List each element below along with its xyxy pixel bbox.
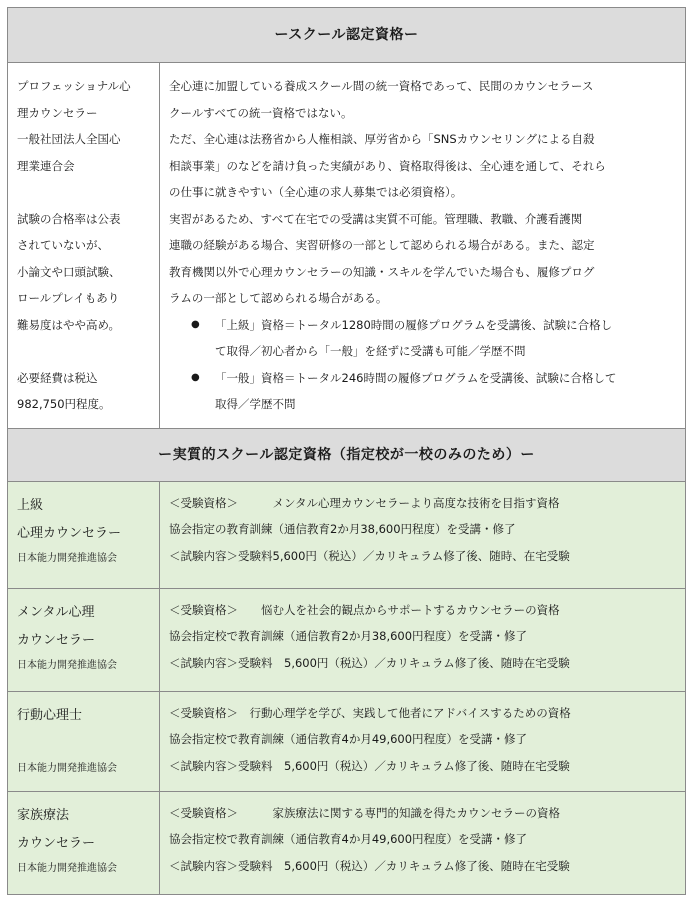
eligibility-line: ＜受験資格＞ 家族療法に関する専門的知識を得たカウンセラーの資格 (169, 805, 560, 820)
section1-body-row (8, 63, 686, 429)
section1-right-cell (160, 63, 686, 429)
qualification-name-line: プロフェッショナル心 (17, 79, 131, 93)
difficulty-line: されていないが、 (17, 238, 109, 252)
organization-name: 日本能力開発推進協会 (17, 762, 117, 774)
qualification-name: 行動心理士 (17, 707, 83, 723)
description-line: の仕事に就きやすい（全心連の求人募集では必須資格）。 (169, 185, 463, 199)
organization-line: 一般社団法人全国心 (17, 132, 121, 146)
section2-title: ー実質的スクール認定資格（指定校が一校のみのため）ー (158, 446, 535, 463)
training-line: 協会指定校で教育訓練（通信教育4か月49,600円程度）を受講・修了 (169, 832, 528, 846)
qualification-bullet-list (169, 312, 675, 418)
exam-line: ＜試験内容＞受験料 5,600円（税込）／カリキュラム修了後、随時在宅受験 (169, 655, 570, 670)
section1-title: ースクール認定資格ー (274, 27, 419, 43)
qualification-name: カウンセラー (17, 632, 96, 648)
bullet-item (191, 312, 675, 365)
description-line: 教育機関以外で心理カウンセラーの知識・スキルを学んでいた場合も、履修プログ (169, 264, 595, 279)
section2-header (8, 428, 686, 481)
qualification-row (8, 791, 686, 894)
bullet-dot-icon: ● (191, 371, 200, 383)
section1-header-row (8, 8, 686, 63)
qualification-name: カウンセラー (17, 835, 96, 851)
organization-name: 日本能力開発推進協会 (17, 659, 117, 671)
training-line: 協会指定の教育訓練（通信教育2か月38,600円程度）を受講・修了 (169, 522, 516, 536)
eligibility-line: ＜受験資格＞ メンタル心理カウンセラーより高度な技術を目指す資格 (169, 495, 560, 510)
description-line: 全心連に加盟している養成スクール間の統一資格であって、民間のカウンセラース (169, 79, 594, 93)
bullet-dot-icon: ● (191, 318, 200, 330)
qualification-name: メンタル心理 (17, 604, 95, 620)
bullet-line: て取得／初心者から「一般」を経ずに受講も可能／学歴不問 (215, 344, 526, 358)
exam-line: ＜試験内容＞受験料5,600円（税込）／カリキュラム修了後、随時、在宅受験 (169, 548, 570, 563)
qualification-detail-cell (160, 481, 686, 588)
qualification-name-cell (8, 481, 160, 588)
eligibility-line: ＜受験資格＞ 行動心理学を学び、実践して他者にアドバイスするための資格 (169, 705, 571, 720)
qualification-name: 心理カウンセラー (17, 525, 122, 541)
bullet-line: 取得／学歴不問 (215, 397, 296, 411)
description-line: 相談事業」のなどを請け負った実績があり、資格取得後は、全心連を通して、それら (169, 158, 606, 173)
section1-left-cell (8, 63, 160, 429)
organization-name: 日本能力開発推進協会 (17, 552, 117, 564)
training-line: 協会指定校で教育訓練（通信教育2か月38,600円程度）を受講・修了 (169, 629, 528, 643)
training-line: 協会指定校で教育訓練（通信教育4か月49,600円程度）を受講・修了 (169, 732, 528, 746)
qualification-row (8, 481, 686, 588)
difficulty-line: 難易度はやや高め。 (17, 317, 121, 332)
qualification-row (8, 691, 686, 791)
qualification-detail-cell (160, 691, 686, 791)
section2-header-row (8, 428, 686, 481)
bullet-line: 「一般」資格＝トータル246時間の履修プログラムを受講後、試験に合格して (215, 370, 617, 385)
cost-line: 必要経費は税込 (17, 370, 98, 385)
description-line: クールすべての統一資格ではない。 (169, 105, 353, 120)
qualification-name: 家族療法 (17, 807, 70, 823)
qualification-name-cell (8, 588, 160, 691)
difficulty-line: 試験の合格率は公表 (17, 211, 121, 226)
section1-header (8, 8, 686, 63)
qualification-table (7, 7, 686, 895)
exam-line: ＜試験内容＞受験料 5,600円（税込）／カリキュラム修了後、随時在宅受験 (169, 758, 570, 773)
description-line: 実習があるため、すべて在宅での受講は実質不可能。管理職、教職、介護看護関 (169, 211, 583, 226)
description-line: ラムの一部として認められる場合がある。 (169, 291, 388, 305)
document-page (7, 7, 685, 895)
qualification-row (8, 588, 686, 691)
description-line: ただ、全心連は法務省から人権相談、厚労省から「SNSカウンセリングによる自殺 (169, 132, 595, 146)
qualification-name-cell (8, 791, 160, 894)
qualification-name-cell (8, 691, 160, 791)
difficulty-line: 小論文や口頭試験、 (17, 264, 121, 279)
qualification-detail-cell (160, 588, 686, 691)
description-line: 連職の経験がある場合、実習研修の一部として認められる場合がある。また、認定 (169, 238, 595, 252)
bullet-item (191, 365, 675, 418)
qualification-name: 上級 (17, 497, 44, 513)
organization-line: 理業連合会 (17, 158, 75, 173)
qualification-name-line: 理カウンセラー (17, 105, 98, 120)
cost-line: 982,750円程度。 (17, 397, 111, 411)
difficulty-line: ロールプレイもあり (17, 291, 120, 305)
exam-line: ＜試験内容＞受験料 5,600円（税込）／カリキュラム修了後、随時在宅受験 (169, 858, 570, 873)
eligibility-line: ＜受験資格＞ 悩む人を社会的観点からサポートするカウンセラーの資格 (169, 602, 560, 617)
organization-name: 日本能力開発推進協会 (17, 862, 117, 874)
bullet-line: 「上級」資格＝トータル1280時間の履修プログラムを受講後、試験に合格し (215, 317, 613, 332)
qualification-detail-cell (160, 791, 686, 894)
